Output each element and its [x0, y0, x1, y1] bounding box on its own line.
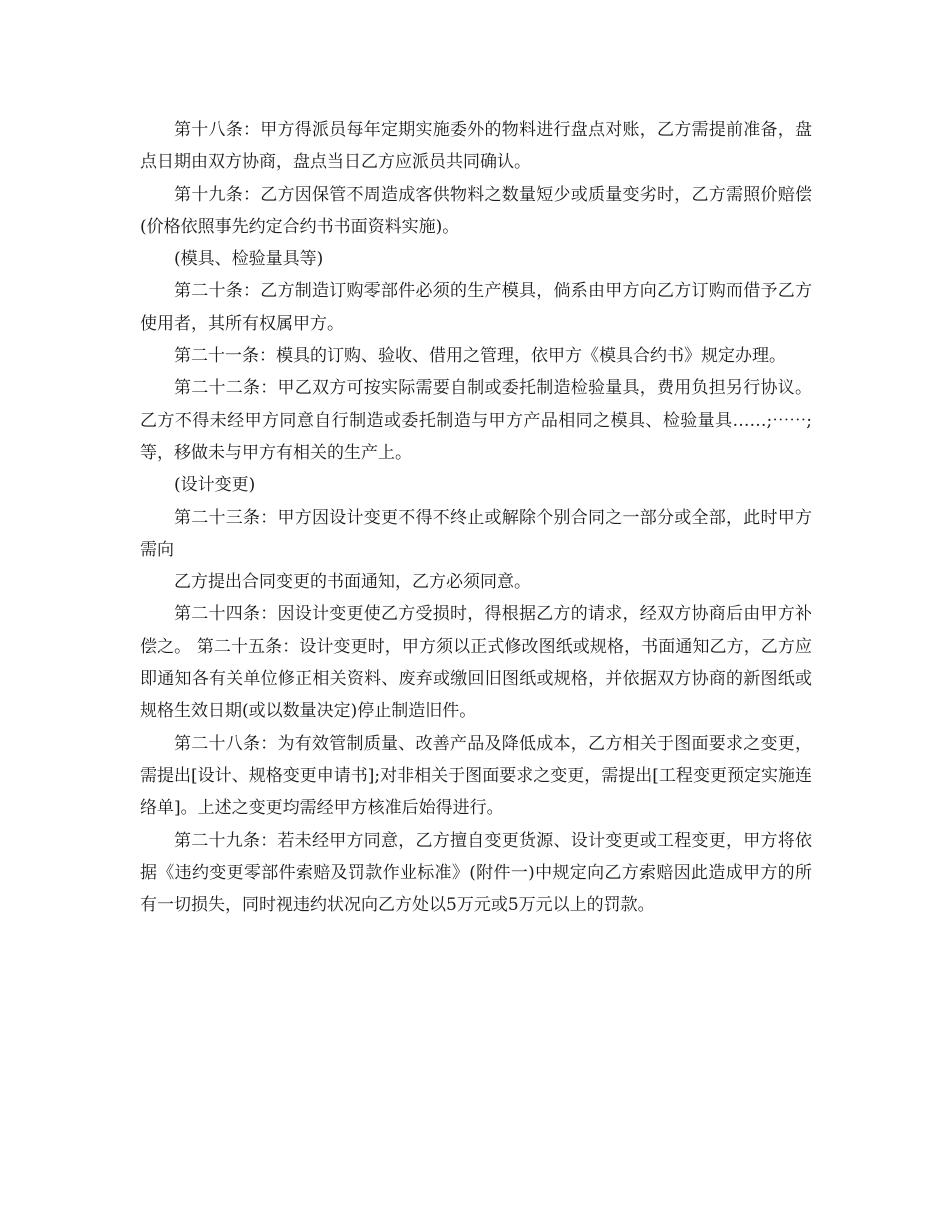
article-29: 第二十九条：若未经甲方同意，乙方擅自变更货源、设计变更或工程变更，甲方将依据《违约变更零部件索赔及罚款作业标准》(附件一)中规定向乙方索赔因此造成甲方的所有一切损失，同时视违约状况向乙方处以5万元或5万元以上的罚款。: [140, 830, 812, 916]
document-body: [140, 114, 812, 921]
section-heading-mold: (模具、检验量具等): [174, 249, 324, 270]
article-21: 第二十一条：模具的订购、验收、借用之管理，依甲方《模具合约书》规定办理。: [174, 346, 786, 367]
article-23: 第二十三条：甲方因设计变更不得不终止或解除个别合同之一部分或全部，此时甲方需向: [140, 507, 812, 560]
article-23-continued: 乙方提出合同变更的书面通知，乙方必须同意。: [174, 572, 531, 593]
article-28: 第二十八条：为有效管制质量、改善产品及降低成本，乙方相关于图面要求之变更，需提出[设计、规格变更申请书];对非相关于图面要求之变更，需提出[工程变更预定实施连络单]。上述之变更均需经甲方核准后始得进行。: [140, 733, 812, 819]
article-22: 第二十二条：甲乙双方可按实际需要自制或委托制造检验量具，费用负担另行协议。乙方不得未经甲方同意自行制造或委托制造与甲方产品相同之模具、检验量具……;⋯⋯;等，移做未与甲方有相关的生产上。: [140, 378, 812, 463]
article-18: 第十八条：甲方得派员每年定期实施委外的物料进行盘点对账，乙方需提前准备，盘点日期由双方协商，盘点当日乙方应派员共同确认。: [140, 120, 812, 173]
article-19: 第十九条：乙方因保管不周造成客供物料之数量短少或质量变劣时，乙方需照价赔偿(价格依照事先约定合约书书面资料实施)。: [140, 184, 812, 237]
article-20: 第二十条：乙方制造订购零部件必须的生产模具，倘系由甲方向乙方订购而借予乙方使用者，其所有权属甲方。: [140, 281, 812, 334]
article-24-25: 第二十四条：因设计变更使乙方受损时，得根据乙方的请求，经双方协商后由甲方补偿之。 第二十五条：设计变更时，甲方须以正式修改图纸或规格，书面通知乙方，乙方应即通知各有关单位修正相关资料、废弃或缴回旧图纸或规格，并依据双方协商的新图纸或规格生效日期(或以数量决定)停止制造旧件。: [140, 604, 812, 722]
section-heading-design-change: (设计变更): [174, 475, 256, 496]
